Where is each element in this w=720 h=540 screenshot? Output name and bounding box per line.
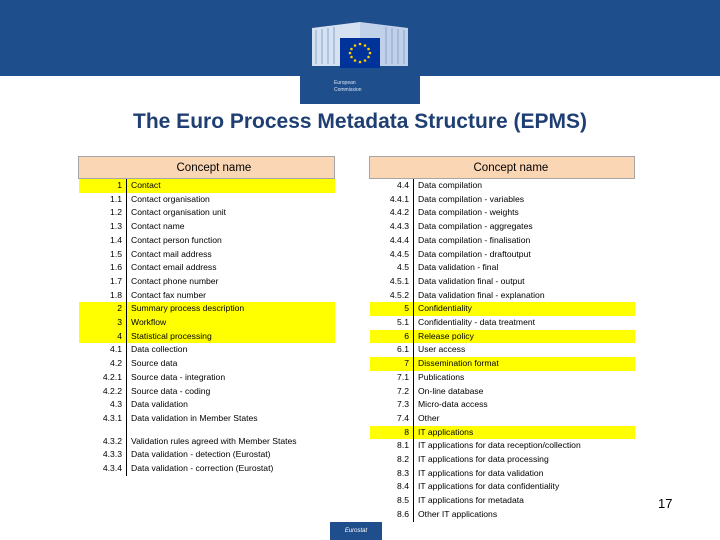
concept-number: 1.6 bbox=[110, 262, 122, 273]
concept-name: Data validation - correction (Eurostat) bbox=[127, 462, 335, 476]
table-row bbox=[370, 289, 635, 303]
table-row bbox=[370, 480, 635, 494]
concept-number: 7.2 bbox=[397, 385, 409, 396]
concept-number: 8.2 bbox=[397, 454, 409, 465]
concept-number: 1.7 bbox=[110, 275, 122, 286]
table-row bbox=[79, 261, 335, 275]
concept-name: Data collection bbox=[127, 343, 335, 357]
concept-name: Source data - integration bbox=[127, 371, 335, 385]
concept-number: 4.1 bbox=[110, 344, 122, 355]
concept-name: Data validation - detection (Eurostat) bbox=[127, 448, 335, 462]
european-commission-logo bbox=[300, 0, 420, 104]
table-row bbox=[370, 261, 635, 275]
table-row bbox=[79, 448, 335, 462]
concept-number: 1.1 bbox=[110, 193, 122, 204]
page-title: The Euro Process Metadata Structure (EPMS) bbox=[133, 110, 587, 133]
concept-name: Contact name bbox=[127, 220, 335, 234]
concept-number: 4.4.1 bbox=[389, 193, 409, 204]
concept-number: 1.8 bbox=[110, 289, 122, 300]
table-row bbox=[370, 302, 635, 316]
concept-name: Data compilation - aggregates bbox=[414, 220, 635, 234]
table-row bbox=[79, 343, 335, 357]
concept-number: 1 bbox=[79, 179, 127, 193]
concept-name: Data validation final - explanation bbox=[414, 289, 635, 303]
concept-name: Data compilation - finalisation bbox=[414, 234, 635, 248]
table-row bbox=[370, 412, 635, 426]
concept-number: 4.4.4 bbox=[389, 234, 409, 245]
table-row bbox=[370, 206, 635, 220]
concept-number: 1.2 bbox=[110, 207, 122, 218]
eurostat-logo: Eurostat bbox=[330, 522, 382, 540]
concept-name: Other IT applications bbox=[414, 508, 635, 522]
table-row bbox=[79, 220, 335, 234]
concept-number: 4.4.3 bbox=[389, 221, 409, 232]
concept-name: Contact person function bbox=[127, 234, 335, 248]
table-row bbox=[79, 316, 335, 330]
table-row bbox=[79, 206, 335, 220]
concept-number: 4.3.2 bbox=[102, 435, 122, 446]
table-row bbox=[79, 435, 335, 449]
table-row bbox=[370, 453, 635, 467]
concept-number: 4.2 bbox=[110, 358, 122, 369]
table-row bbox=[370, 371, 635, 385]
table-row bbox=[370, 193, 635, 207]
table-row bbox=[79, 289, 335, 303]
concept-name: Workflow bbox=[127, 316, 335, 330]
concept-number: 7 bbox=[370, 357, 414, 371]
page-number: 17 bbox=[658, 496, 673, 511]
concept-name: IT applications for metadata bbox=[414, 494, 635, 508]
logo-text: European Commission bbox=[334, 80, 362, 93]
concept-name: User access bbox=[414, 343, 635, 357]
concept-number: 4.4.2 bbox=[389, 207, 409, 218]
concept-name: IT applications bbox=[414, 426, 635, 440]
table-row bbox=[79, 302, 335, 316]
left-table-header: Concept name bbox=[127, 157, 335, 179]
concept-number: 4.5.2 bbox=[389, 289, 409, 300]
table-row bbox=[370, 330, 635, 344]
concept-name: Data validation - final bbox=[414, 261, 635, 275]
concept-number: 6 bbox=[370, 330, 414, 344]
table-row bbox=[370, 234, 635, 248]
table-row bbox=[79, 398, 335, 412]
concept-name: Data compilation bbox=[414, 179, 635, 193]
table-row bbox=[370, 439, 635, 453]
concept-number: 1.3 bbox=[110, 221, 122, 232]
table-row bbox=[79, 385, 335, 399]
table-row bbox=[79, 357, 335, 371]
concept-number: 7.4 bbox=[397, 412, 409, 423]
concept-name: Data compilation - variables bbox=[414, 193, 635, 207]
concept-number: 1.5 bbox=[110, 248, 122, 259]
concept-name: Summary process description bbox=[127, 302, 335, 316]
concept-name: Other bbox=[414, 412, 635, 426]
right-concept-table bbox=[369, 156, 635, 522]
concept-number: 4.5 bbox=[397, 262, 409, 273]
concept-number: 5 bbox=[370, 302, 414, 316]
table-row bbox=[79, 179, 335, 193]
table-row bbox=[370, 357, 635, 371]
table-row bbox=[370, 467, 635, 481]
concept-name: Release policy bbox=[414, 330, 635, 344]
concept-name: Data compilation - weights bbox=[414, 206, 635, 220]
concept-name: Validation rules agreed with Member States bbox=[127, 435, 335, 449]
concept-number: 4.2.1 bbox=[102, 371, 122, 382]
table-row bbox=[370, 385, 635, 399]
concept-number: 8.3 bbox=[397, 467, 409, 478]
table-row bbox=[79, 275, 335, 289]
concept-name: Publications bbox=[414, 371, 635, 385]
table-row bbox=[79, 412, 335, 426]
concept-number: 4.4 bbox=[397, 180, 409, 190]
concept-number: 8.5 bbox=[397, 495, 409, 506]
concept-number: 4.3.4 bbox=[102, 463, 122, 474]
table-row bbox=[370, 398, 635, 412]
concept-name: Confidentiality - data treatment bbox=[414, 316, 635, 330]
right-table-header: Concept name bbox=[414, 157, 635, 179]
concept-name: Contact organisation unit bbox=[127, 206, 335, 220]
table-row bbox=[79, 248, 335, 262]
concept-name: Data compilation - draftoutput bbox=[414, 248, 635, 262]
concept-name: On-line database bbox=[414, 385, 635, 399]
table-row bbox=[370, 179, 635, 193]
concept-number: 2 bbox=[79, 302, 127, 316]
concept-number: 1.4 bbox=[110, 234, 122, 245]
concept-number: 4 bbox=[79, 330, 127, 344]
table-row bbox=[79, 330, 335, 344]
concept-number: 3 bbox=[79, 316, 127, 330]
concept-name: Contact mail address bbox=[127, 248, 335, 262]
table-row bbox=[370, 248, 635, 262]
table-row bbox=[370, 275, 635, 289]
concept-number: 8.6 bbox=[397, 508, 409, 519]
commission-building-icon bbox=[300, 0, 420, 80]
concept-name: Dissemination format bbox=[414, 357, 635, 371]
concept-number: 5.1 bbox=[397, 317, 409, 328]
concept-name: IT applications for data confidentiality bbox=[414, 480, 635, 494]
concept-number: 7.3 bbox=[397, 399, 409, 410]
table-row bbox=[79, 371, 335, 385]
table-row bbox=[79, 193, 335, 207]
table-row bbox=[370, 343, 635, 357]
concept-name: Data validation final - output bbox=[414, 275, 635, 289]
concept-number: 8 bbox=[370, 426, 414, 440]
concept-number: 4.5.1 bbox=[389, 275, 409, 286]
concept-name: IT applications for data validation bbox=[414, 467, 635, 481]
concept-name: Data validation in Member States bbox=[127, 412, 335, 426]
concept-number: 4.2.2 bbox=[102, 385, 122, 396]
concept-name: IT applications for data reception/collection bbox=[414, 439, 635, 453]
concept-name: Contact organisation bbox=[127, 193, 335, 207]
table-row bbox=[79, 462, 335, 476]
concept-number: 4.3.1 bbox=[102, 412, 122, 423]
concept-number: 6.1 bbox=[397, 344, 409, 355]
concept-name: Source data - coding bbox=[127, 385, 335, 399]
table-row bbox=[370, 220, 635, 234]
concept-name: Contact bbox=[127, 179, 335, 193]
concept-name: Contact email address bbox=[127, 261, 335, 275]
concept-number: 4.4.5 bbox=[389, 248, 409, 259]
concept-name: Contact phone number bbox=[127, 275, 335, 289]
concept-name: IT applications for data processing bbox=[414, 453, 635, 467]
table-row bbox=[370, 426, 635, 440]
concept-number: 4.3 bbox=[110, 399, 122, 410]
table-row bbox=[370, 494, 635, 508]
concept-number: 7.1 bbox=[397, 371, 409, 382]
concept-name: Data validation bbox=[127, 398, 335, 412]
concept-number: 4.3.3 bbox=[102, 449, 122, 460]
table-row bbox=[370, 508, 635, 522]
concept-number: 8.1 bbox=[397, 440, 409, 451]
concept-name: Statistical processing bbox=[127, 330, 335, 344]
table-row bbox=[79, 234, 335, 248]
concept-name: Contact fax number bbox=[127, 289, 335, 303]
concept-name: Micro-data access bbox=[414, 398, 635, 412]
concept-name: Confidentiality bbox=[414, 302, 635, 316]
concept-number: 8.4 bbox=[397, 481, 409, 492]
table-row bbox=[370, 316, 635, 330]
concept-name: Source data bbox=[127, 357, 335, 371]
left-concept-table bbox=[78, 156, 335, 476]
